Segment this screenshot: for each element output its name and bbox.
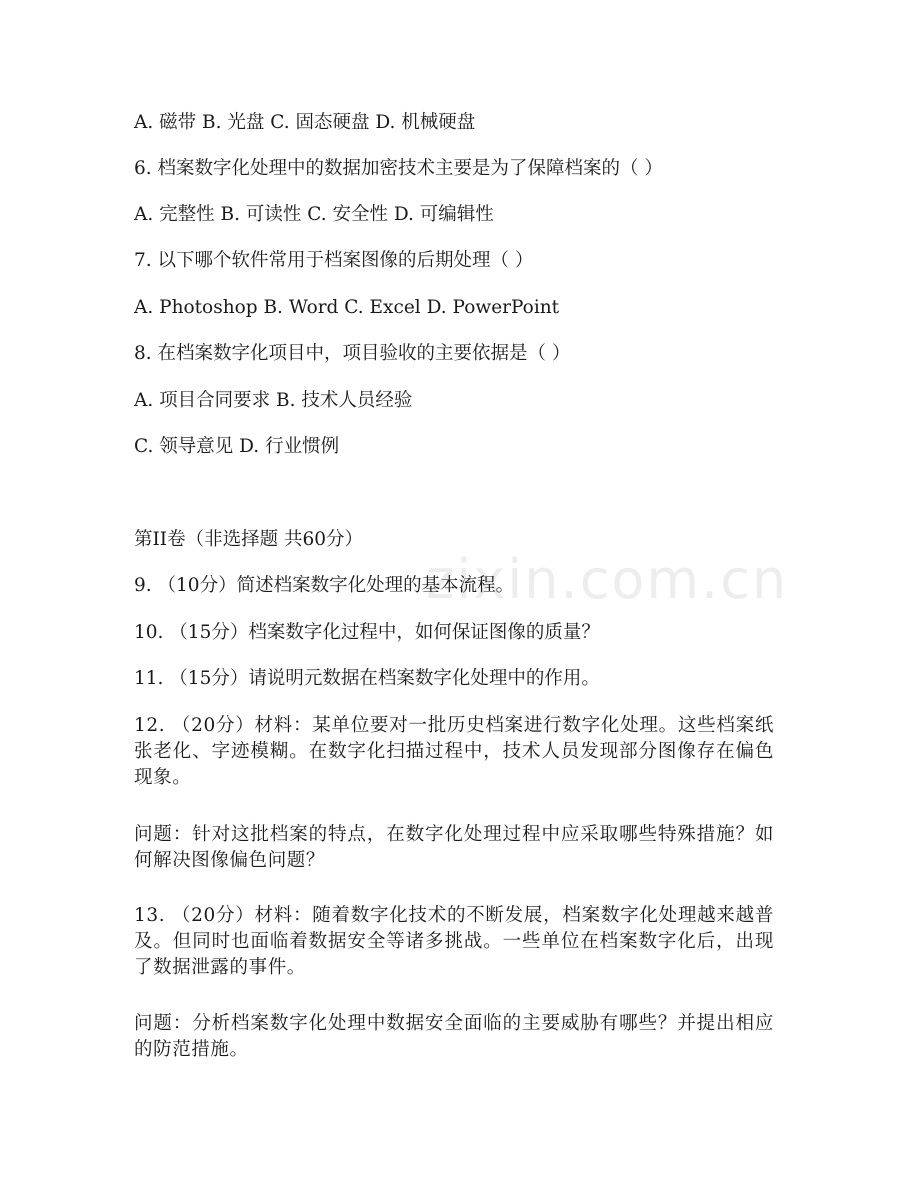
q5-options: A. 磁带 B. 光盘 C. 固态硬盘 D. 机械硬盘 — [134, 112, 476, 133]
q8-options-line2: C. 领导意见 D. 行业惯例 — [134, 436, 340, 457]
q8-stem: 8. 在档案数字化项目中，项目验收的主要依据是（ ） — [134, 343, 571, 364]
q6-stem: 6. 档案数字化处理中的数据加密技术主要是为了保障档案的（ ） — [134, 158, 663, 179]
question-13-question: 问题：分析档案数字化处理中数据安全面临的主要威胁有哪些？并提出相应的防范措施。 — [134, 1013, 774, 1060]
question-13-material: 13. （20分）材料：随着数字化技术的不断发展，档案数字化处理越来越普及。但同时也面临着数据安全等诸多挑战。一些单位在档案数字化后，出现了数据泄露的事件。 — [134, 905, 774, 978]
q8-options-line1: A. 项目合同要求 B. 技术人员经验 — [134, 390, 413, 411]
q6-options: A. 完整性 B. 可读性 C. 安全性 D. 可编辑性 — [134, 204, 494, 225]
section2-header: 第II卷（非选择题 共60分） — [134, 529, 364, 550]
question-9: 9. （10分）简述档案数字化处理的基本流程。 — [134, 575, 515, 596]
question-12-material: 12. （20分）材料：某单位要对一批历史档案进行数字化处理。这些档案纸张老化、字迹模糊。在数字化扫描过程中，技术人员发现部分图像存在偏色现象。 — [134, 715, 774, 788]
question-12-question: 问题：针对这批档案的特点，在数字化处理过程中应采取哪些特殊措施？如何解决图像偏色问题？ — [134, 824, 774, 871]
watermark: zixin.com.cn — [426, 548, 789, 611]
question-11: 11. （15分）请说明元数据在档案数字化处理中的作用。 — [134, 668, 600, 689]
q7-options: A. Photoshop B. Word C. Excel D. PowerPoint — [134, 297, 560, 318]
question-10: 10. （15分）档案数字化过程中，如何保证图像的质量？ — [134, 622, 600, 643]
q7-stem: 7. 以下哪个软件常用于档案图像的后期处理（ ） — [134, 250, 534, 271]
